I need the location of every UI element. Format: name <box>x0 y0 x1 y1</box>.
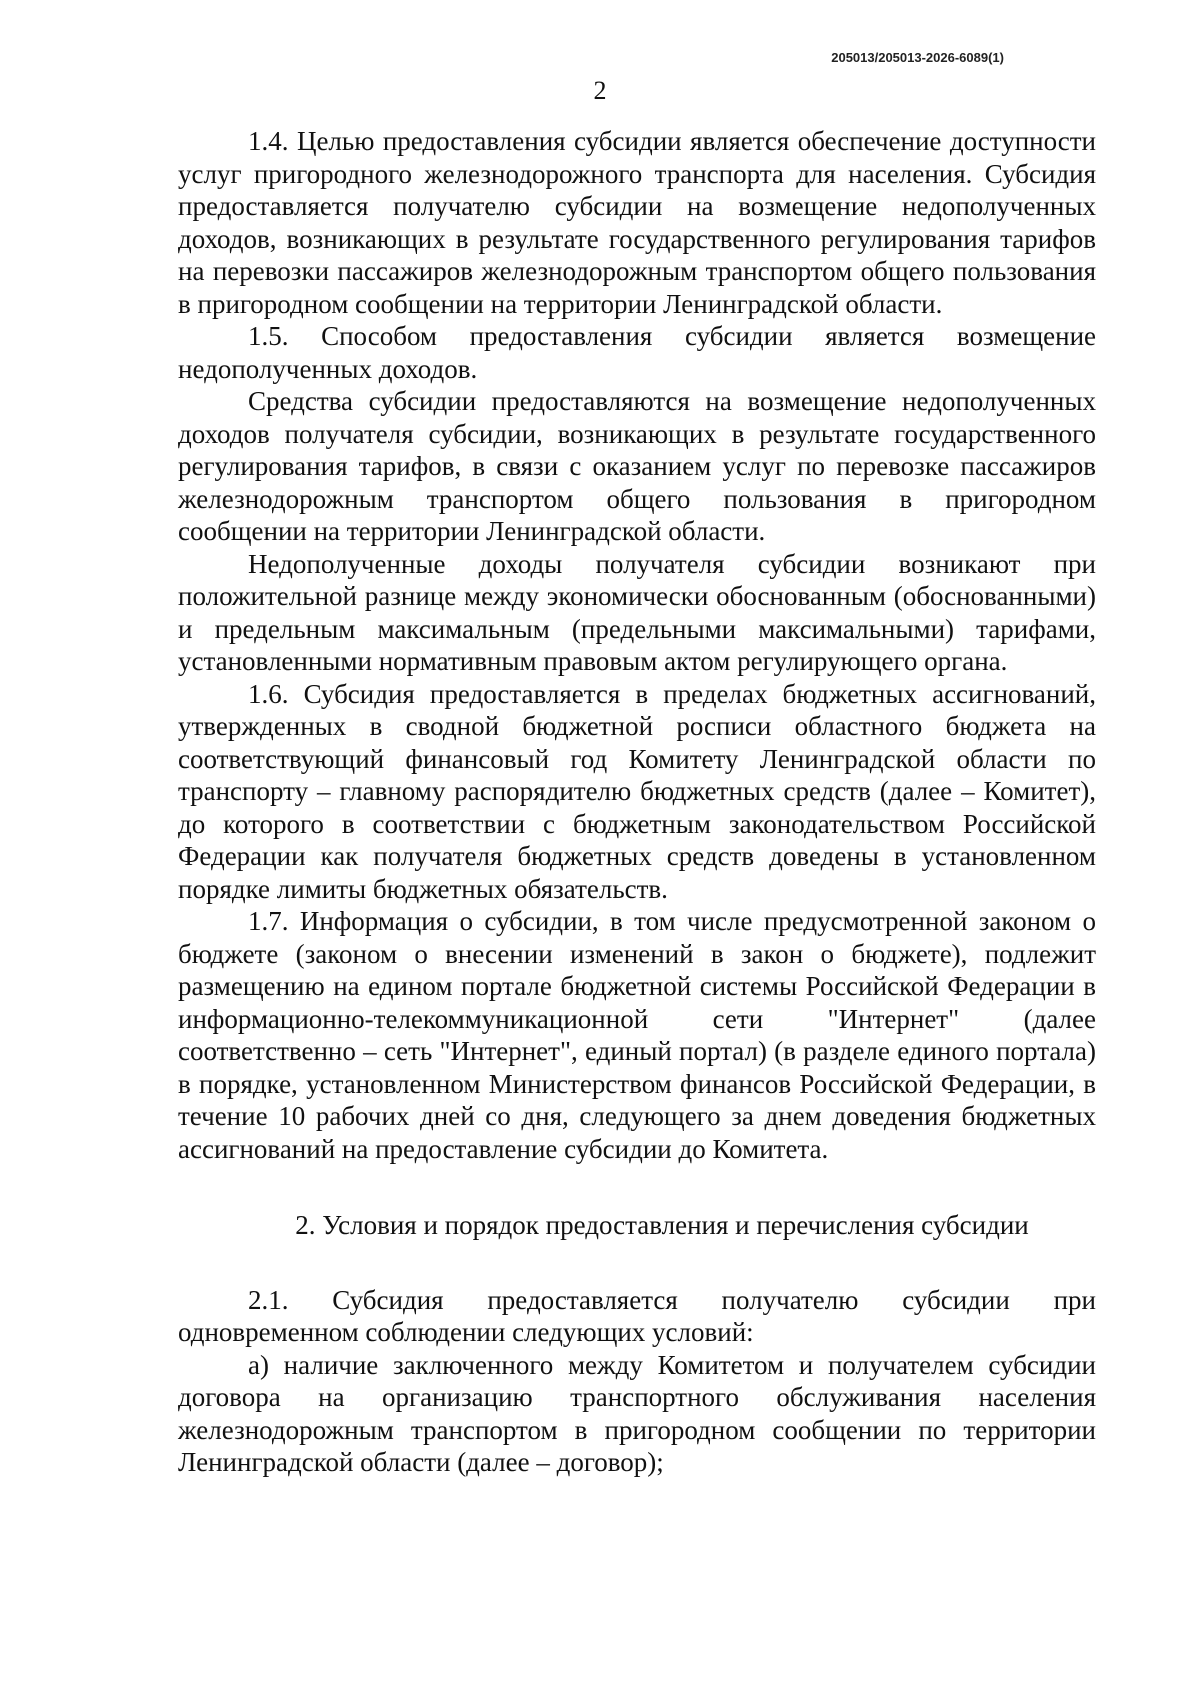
paragraph-1-7: 1.7. Информация о субсидии, в том числе предусмотренной законом о бюджете (законом о внесении изменений в закон о бюджете), подлежит размещению на едином портале бюджетной системы Российской Федерации в информационно-телекоммуникационной сети "Интернет" (далее соответственно – сеть "Интернет", единый портал) (в разделе единого портала) в порядке, установленном Министерством финансов Российской Федерации, в течение 10 рабочих дней со дня, следующего за днем доведения бюджетных ассигнований на предоставление субсидии до Комитета. <box>178 906 1096 1164</box>
paragraph-1-5: 1.5. Способом предоставления субсидии является возмещение недополученных доходов. <box>178 321 1096 384</box>
section-heading: 2. Условия и порядок предоставления и перечисления субсидии <box>295 1210 1029 1240</box>
document-body <box>178 125 1096 1479</box>
document-registration-number: 205013/205013-2026-6089(1) <box>831 50 1004 65</box>
paragraph-2-1-a: а) наличие заключенного между Комитетом и получателем субсидии договора на организацию транспортного обслуживания населения железнодорожным транспортом в пригородном сообщении по территории Ленинградской области (далее – договор); <box>178 1349 1096 1477</box>
paragraph-lost-income: Недополученные доходы получателя субсидии возникают при положительной разнице между экономически обоснованным (обоснованными) и предельным максимальным (предельными максимальными) тарифами, установленными нормативным правовым актом регулирующего органа. <box>178 548 1096 676</box>
page-number: 2 <box>593 76 607 105</box>
paragraph-1-6: 1.6. Субсидия предоставляется в пределах бюджетных ассигнований, утвержденных в сводной бюджетной росписи областного бюджета на соответствующий финансовый год Комитету Ленинградской области по транспорту – главному распорядителю бюджетных средств (далее – Комитет), до которого в соответствии с бюджетным законодательством Российской Федерации как получателя бюджетных средств доведены в установленном порядке лимиты бюджетных обязательств. <box>178 678 1096 904</box>
paragraph-2-1: 2.1. Субсидия предоставляется получателю субсидии при одновременном соблюдении следующих условий: <box>178 1284 1096 1347</box>
paragraph-subsidy-funds: Средства субсидии предоставляются на возмещение недополученных доходов получателя субсидии, возникающих в результате государственного регулирования тарифов, в связи с оказанием услуг по перевозке пассажиров железнодорожным транспортом общего пользования в пригородном сообщении на территории Ленинградской области. <box>178 386 1096 546</box>
paragraph-1-4: 1.4. Целью предоставления субсидии является обеспечение доступности услуг пригородного железнодорожного транспорта для населения. Субсидия предоставляется получателю субсидии на возмещение недополученных доходов, возникающих в результате государственного регулирования тарифов на перевозки пассажиров железнодорожным транспортом общего пользования в пригородном сообщении на территории Ленинградской области. <box>178 126 1096 319</box>
